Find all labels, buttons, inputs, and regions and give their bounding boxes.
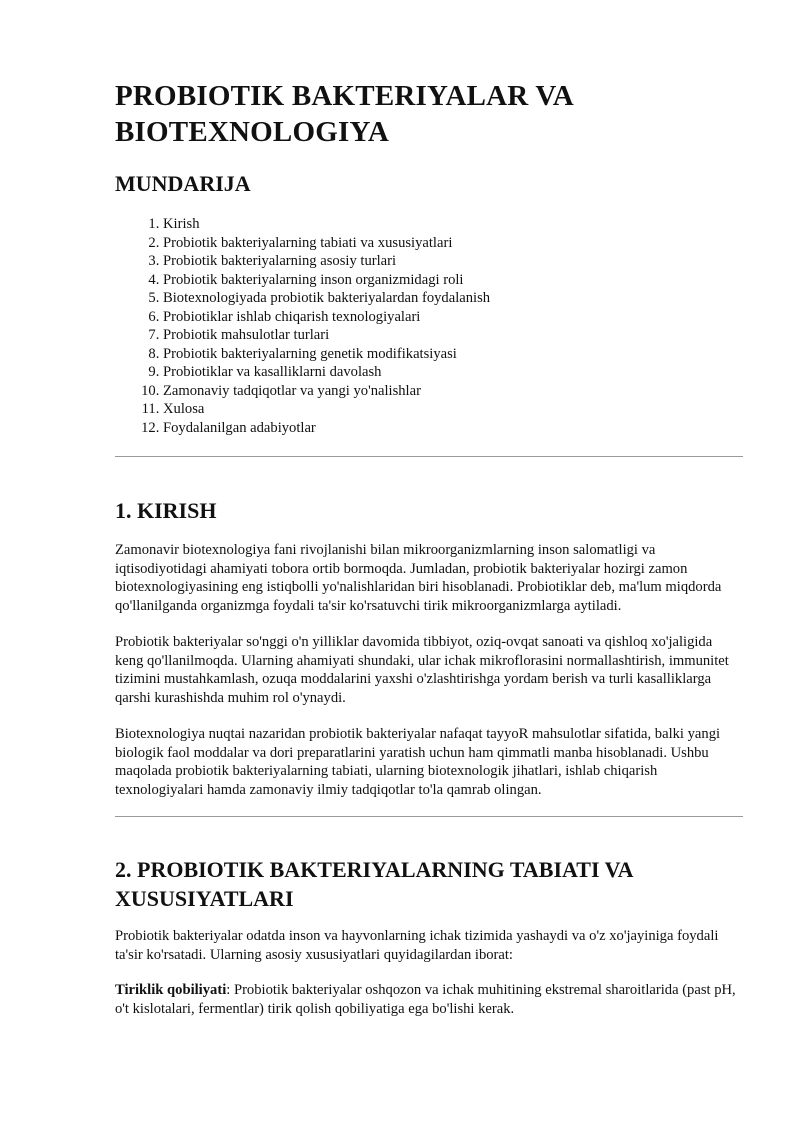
toc-item: 6. Probiotiklar ishlab chiqarish texnologiyalari [163,308,743,327]
section-2-feature [115,981,743,1018]
toc-item: 5. Biotexnologiyada probiotik bakteriyalardan foydalanish [163,289,743,308]
toc-heading: MUNDARIJA [115,171,251,196]
section-divider [115,456,743,457]
toc-item: 2. Probiotik bakteriyalarning tabiati va xususiyatlari [163,234,743,253]
feature-description: : Probiotik bakteriyalar oshqozon va ichak muhitining ekstremal sharoitlarida (past pH, o't kislotalari, fermentlar) tirik qolish qobiliyatiga ega bo'lishi kerak. [115,982,736,1017]
toc-item: 11. Xulosa [163,400,743,419]
section-2-intro: Probiotik bakteriyalar odatda inson va hayvonlarning ichak tizimida yashaydi va o'z xo'jayiniga foydali ta'sir ko'rsatadi. Ularning asosiy xususiyatlari quyidagilardan iborat: [115,928,719,963]
feature-term: Tiriklik qobiliyati [115,982,227,998]
section-divider [115,816,743,817]
document-title: PROBIOTIK BAKTERIYALAR VA BIOTEXNOLOGIYA [115,80,573,148]
section-2-heading: 2. PROBIOTIK BAKTERIYALARNING TABIATI VA XUSUSIYATLARI [115,857,633,911]
toc-item: 9. Probiotiklar va kasalliklarni davolash [163,363,743,382]
section-1-paragraph-3: Biotexnologiya nuqtai nazaridan probiotik bakteriyalar nafaqat tayyoR mahsulotlar sifatida, balki yangi biologik faol moddalar va dori preparatlarini yaratish uchun ham qimmatli manba hisoblanadi. Ushbu maqolada probiotik bakteriyalarning tabiati, ularning biotexnologik jihatlari, ishlab chiqarish texnologiyalari hamda zamonaviy ilmiy tadqiqotlar to'la qamrab olingan. [115,726,721,798]
toc-item: 8. Probiotik bakteriyalarning genetik modifikatsiyasi [163,345,743,364]
toc-item: 12. Foydalanilgan adabiyotlar [163,419,743,438]
section-1-paragraph-2: Probiotik bakteriyalar so'nggi o'n yilliklar davomida tibbiyot, oziq-ovqat sanoati va qishloq xo'jaligida keng qo'llanilmoqda. Ularning ahamiyati shundaki, ular ichak mikroflorasini normallashtirish, immunitet tizimini mustahkamlash, ozuqa moddalarini yaxshi o'zlashtirishga yordam berish va turli kasalliklarga qarshi kurashishda muhim rol o'ynaydi. [115,634,729,706]
toc-item: 4. Probiotik bakteriyalarning inson organizmidagi roli [163,271,743,290]
section-1-paragraph-1: Zamonavir biotexnologiya fani rivojlanishi bilan mikroorganizmlarning inson salomatligi va iqtisodiyotidagi ahamiyati tobora ortib bormoqda. Jumladan, probiotik bakteriyalar hozirgi zamon biotexnologiyasining eng istiqbolli yo'nalishlaridan biri hisoblanadi. Probiotiklar deb, ma'lum miqdorda qo'llanilganda organizmga foydali ta'sir ko'rsatuvchi tirik mikroorganizmlarga aytiladi. [115,542,722,614]
toc-item: 3. Probiotik bakteriyalarning asosiy turlari [163,252,743,271]
section-1-heading: 1. KIRISH [115,498,217,523]
document-page [115,78,743,1018]
toc-item: 1. Kirish [163,215,743,234]
toc-item: 10. Zamonaviy tadqiqotlar va yangi yo'nalishlar [163,382,743,401]
table-of-contents [115,215,743,437]
toc-item: 7. Probiotik mahsulotlar turlari [163,326,743,345]
